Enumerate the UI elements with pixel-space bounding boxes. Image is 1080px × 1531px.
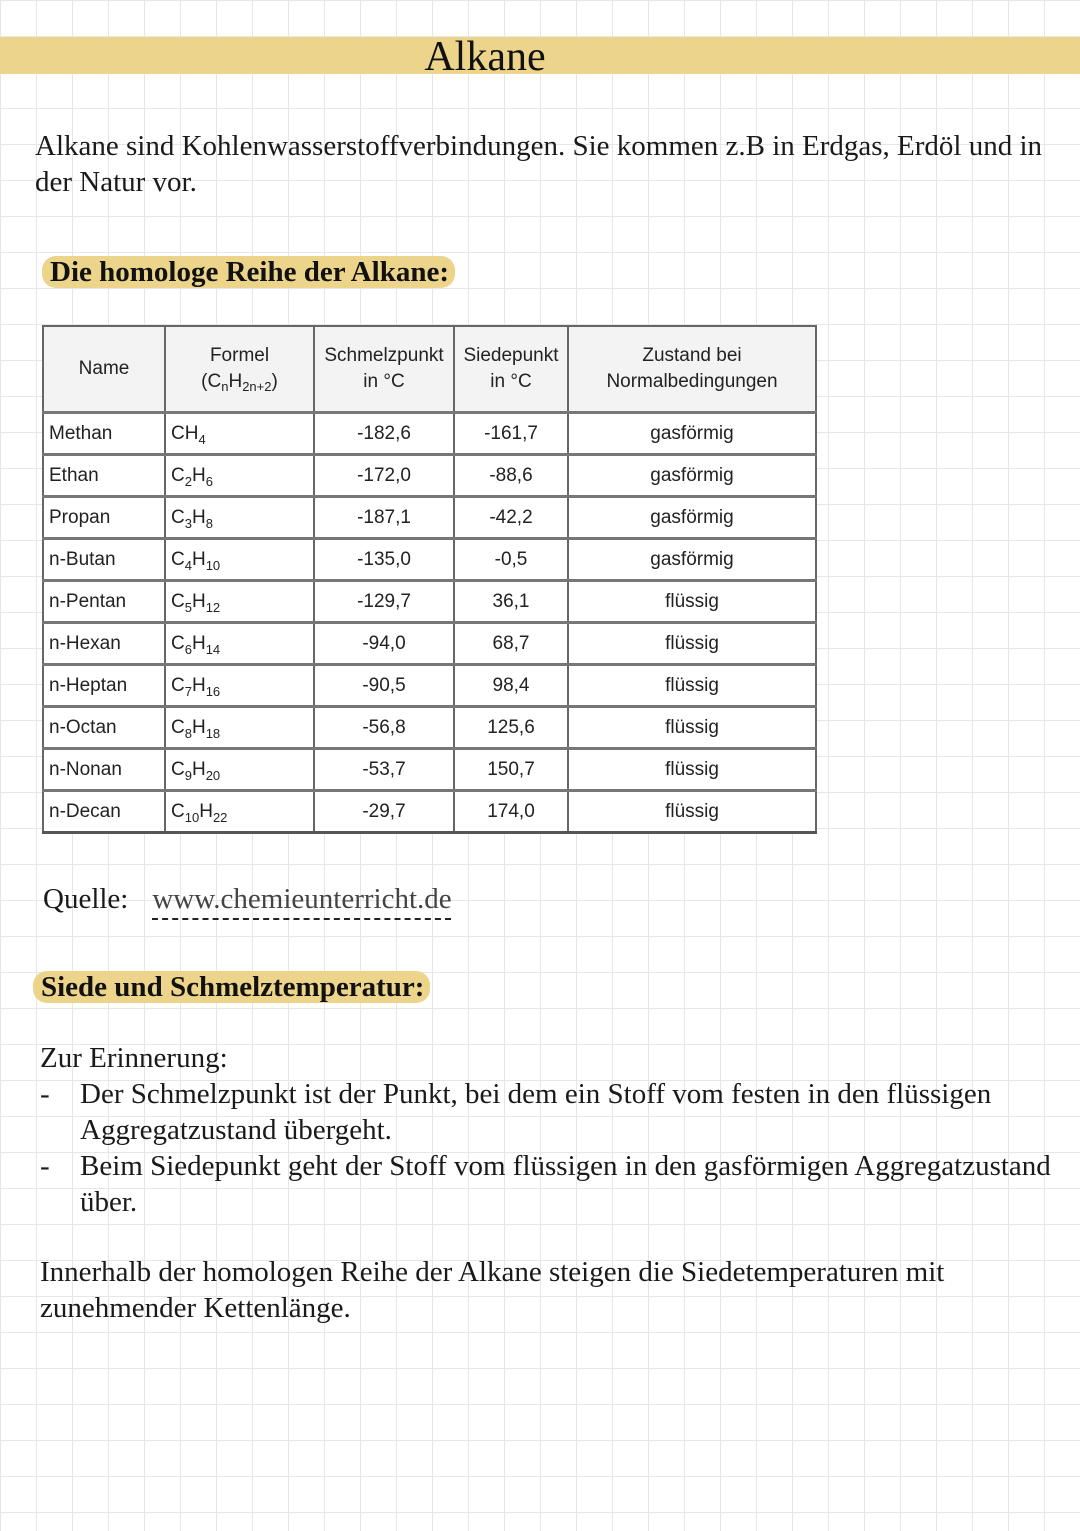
heading-text: Die homologe Reihe der Alkane: bbox=[42, 256, 455, 288]
cell-siedepunkt: 174,0 bbox=[454, 791, 568, 833]
formula-c-index: 5 bbox=[184, 599, 192, 615]
formula-h-index: 8 bbox=[205, 515, 213, 531]
formula-h: H bbox=[191, 464, 206, 486]
cell-zustand: flüssig bbox=[568, 749, 816, 791]
table-row bbox=[43, 581, 816, 623]
intro-paragraph: Alkane sind Kohlenwasserstoffverbindungen. Sie kommen z.B in Erdgas, Erdöl und in der Natur vor. bbox=[35, 130, 1043, 198]
cell-schmelzpunkt: -182,6 bbox=[314, 413, 454, 455]
source-line bbox=[43, 880, 452, 918]
formula-h: H bbox=[199, 800, 213, 822]
cell-schmelzpunkt: -135,0 bbox=[314, 539, 454, 581]
cell-zustand: flüssig bbox=[568, 623, 816, 665]
formula-c: C bbox=[171, 674, 185, 696]
cell-zustand: flüssig bbox=[568, 707, 816, 749]
cell-name: n-Decan bbox=[43, 791, 165, 833]
table-row bbox=[43, 455, 816, 497]
cell-schmelzpunkt: -29,7 bbox=[314, 791, 454, 833]
formula-h-index: 20 bbox=[205, 767, 221, 783]
cell-name: Methan bbox=[43, 413, 165, 455]
col-header-schmelzpunkt: Schmelzpunkt in °C bbox=[314, 326, 454, 413]
cell-formel bbox=[165, 455, 314, 497]
cell-zustand: gasförmig bbox=[568, 455, 816, 497]
cell-formel bbox=[165, 707, 314, 749]
cell-formel bbox=[165, 413, 314, 455]
cell-schmelzpunkt: -90,5 bbox=[314, 665, 454, 707]
formula-h: H bbox=[191, 506, 206, 528]
cell-formel bbox=[165, 623, 314, 665]
cell-formel bbox=[165, 581, 314, 623]
source-link[interactable]: www.chemieunterricht.de bbox=[152, 883, 452, 915]
cell-schmelzpunkt: -53,7 bbox=[314, 749, 454, 791]
cell-siedepunkt: 68,7 bbox=[454, 623, 568, 665]
formula-h-index: 6 bbox=[205, 473, 213, 489]
formula-c: C bbox=[171, 800, 185, 822]
cell-siedepunkt: 125,6 bbox=[454, 707, 568, 749]
bullet-dash: - bbox=[40, 1150, 50, 1182]
formula-h-index: 14 bbox=[205, 641, 221, 657]
bullet-text: Beim Siedepunkt geht der Stoff vom flüssigen in den gasförmigen Aggregatzustand über. bbox=[80, 1150, 1051, 1218]
formula-c-index: 8 bbox=[184, 725, 192, 741]
cell-zustand: gasförmig bbox=[568, 413, 816, 455]
cell-siedepunkt: -42,2 bbox=[454, 497, 568, 539]
formula-c-index: 3 bbox=[184, 515, 192, 531]
formula-h-index: 22 bbox=[212, 809, 228, 825]
formula-h-index: 10 bbox=[205, 557, 221, 573]
cell-siedepunkt: -88,6 bbox=[454, 455, 568, 497]
table-row bbox=[43, 497, 816, 539]
reminder-block bbox=[40, 1040, 1060, 1220]
formula-c-index: 6 bbox=[184, 641, 192, 657]
formula-h: H bbox=[191, 716, 206, 738]
table-row bbox=[43, 707, 816, 749]
cell-formel bbox=[165, 749, 314, 791]
formula-c-index: 7 bbox=[184, 683, 192, 699]
table-row bbox=[43, 539, 816, 581]
cell-schmelzpunkt: -172,0 bbox=[314, 455, 454, 497]
cell-name: n-Heptan bbox=[43, 665, 165, 707]
bullet-text: Der Schmelzpunkt ist der Punkt, bei dem ein Stoff vom festen in den flüssigen Aggregatzustand übergeht. bbox=[80, 1078, 992, 1146]
formula-c: C bbox=[171, 548, 185, 570]
cell-schmelzpunkt: -56,8 bbox=[314, 707, 454, 749]
formula-c: C bbox=[171, 506, 185, 528]
cell-name: n-Nonan bbox=[43, 749, 165, 791]
col-header-zustand: Zustand bei Normalbedingungen bbox=[568, 326, 816, 413]
table-row bbox=[43, 623, 816, 665]
col-header-name: Name bbox=[43, 326, 165, 413]
table-body bbox=[43, 413, 816, 833]
table-row bbox=[43, 413, 816, 455]
formula-h-index: 16 bbox=[205, 683, 221, 699]
section-heading-siede-schmelz bbox=[33, 970, 430, 1004]
table-row bbox=[43, 665, 816, 707]
list-item bbox=[40, 1076, 1060, 1148]
formula-h-index: 18 bbox=[205, 725, 221, 741]
formula-h: H bbox=[191, 590, 206, 612]
cell-name: n-Butan bbox=[43, 539, 165, 581]
formula-h: H bbox=[191, 548, 206, 570]
col-header-formel bbox=[165, 326, 314, 413]
formula-h: H bbox=[191, 674, 206, 696]
formula-h-index: 4 bbox=[198, 431, 206, 447]
list-item bbox=[40, 1148, 1060, 1220]
bullet-dash: - bbox=[40, 1078, 50, 1110]
col-header-siedepunkt: Siedepunkt in °C bbox=[454, 326, 568, 413]
cell-zustand: gasförmig bbox=[568, 497, 816, 539]
cell-name: Propan bbox=[43, 497, 165, 539]
table-header-row bbox=[43, 326, 816, 413]
cell-zustand: flüssig bbox=[568, 791, 816, 833]
formula-c: C bbox=[171, 632, 185, 654]
section-heading-homologe-reihe bbox=[42, 255, 455, 289]
cell-zustand: gasförmig bbox=[568, 539, 816, 581]
formula-c: C bbox=[171, 716, 185, 738]
formel-header-line2: $(C_nH_{2n+2})$ bbox=[201, 371, 278, 394]
alkane-table bbox=[42, 325, 817, 834]
formula-h: H bbox=[191, 632, 206, 654]
cell-formel bbox=[165, 665, 314, 707]
source-label: Quelle: bbox=[43, 883, 129, 915]
cell-formel bbox=[165, 497, 314, 539]
cell-siedepunkt: -0,5 bbox=[454, 539, 568, 581]
formula-c-index: 4 bbox=[184, 557, 192, 573]
conclusion-paragraph: Innerhalb der homologen Reihe der Alkane steigen die Siedetemperaturen mit zunehmender Kettenlänge. bbox=[40, 1256, 945, 1324]
cell-schmelzpunkt: -187,1 bbox=[314, 497, 454, 539]
formula-h: H bbox=[191, 758, 206, 780]
formula-c: C bbox=[171, 464, 185, 486]
cell-siedepunkt: 36,1 bbox=[454, 581, 568, 623]
formula-h: H bbox=[184, 422, 199, 444]
reminder-title: Zur Erinnerung: bbox=[40, 1042, 228, 1074]
cell-siedepunkt: 98,4 bbox=[454, 665, 568, 707]
formula-c: C bbox=[171, 758, 185, 780]
heading-text: Siede und Schmelztemperatur: bbox=[33, 971, 430, 1003]
table-row bbox=[43, 749, 816, 791]
formel-header-line1: Formel bbox=[209, 345, 270, 366]
formula-c-index: 9 bbox=[184, 767, 192, 783]
formula-c-index: 10 bbox=[184, 809, 200, 825]
cell-formel bbox=[165, 539, 314, 581]
cell-name: n-Pentan bbox=[43, 581, 165, 623]
page-title: Alkane bbox=[424, 34, 546, 80]
table-row bbox=[43, 791, 816, 833]
formula-c: C bbox=[171, 422, 185, 444]
cell-zustand: flüssig bbox=[568, 665, 816, 707]
formula-h-index: 12 bbox=[205, 599, 221, 615]
cell-schmelzpunkt: -129,7 bbox=[314, 581, 454, 623]
cell-name: n-Hexan bbox=[43, 623, 165, 665]
formula-c: C bbox=[171, 590, 185, 612]
cell-name: n-Octan bbox=[43, 707, 165, 749]
cell-siedepunkt: 150,7 bbox=[454, 749, 568, 791]
cell-schmelzpunkt: -94,0 bbox=[314, 623, 454, 665]
cell-formel bbox=[165, 791, 314, 833]
cell-name: Ethan bbox=[43, 455, 165, 497]
cell-siedepunkt: -161,7 bbox=[454, 413, 568, 455]
formula-c-index: 2 bbox=[184, 473, 192, 489]
cell-zustand: flüssig bbox=[568, 581, 816, 623]
